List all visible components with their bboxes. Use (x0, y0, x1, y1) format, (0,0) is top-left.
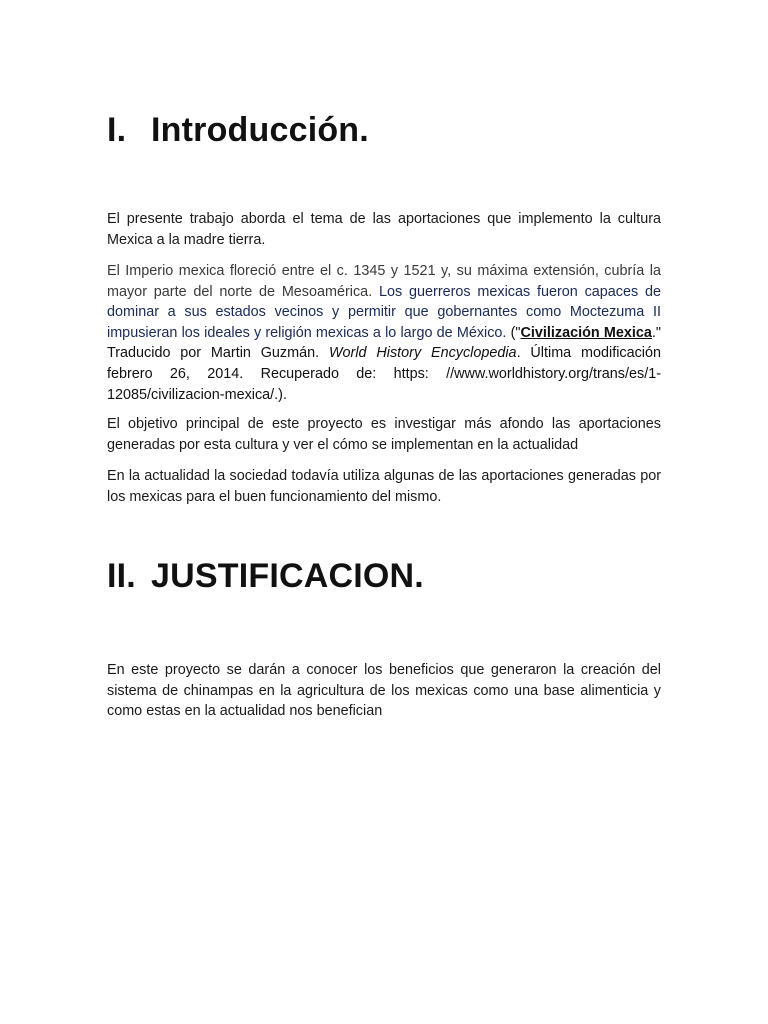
paragraph-justificacion: En este proyecto se darán a conocer los beneficios que generaron la creación del sistema de chinampas en la agricultura de los mexicas como una base alimenticia y como estas en la actualidad nos benefician (107, 662, 661, 720)
section-number: II. (107, 557, 136, 595)
citation-url: . Última modificación febrero 26, 2014. Recuperado de: https: //www.worldhistory.org/trans/es/1-12085/civilizacion-mexica/.). (107, 345, 661, 403)
citation-link[interactable]: Civilización Mexica (520, 324, 652, 341)
paragraph-objetivo: El objetivo principal de este proyecto es investigar más afondo las aportaciones generadas por esta cultura y ver el cómo se implementan en la actualidad (107, 416, 661, 453)
citation-translator: ." Traducido por Martin Guzmán. (107, 324, 661, 362)
paragraph-intro: El presente trabajo aborda el tema de las aportaciones que implemento la cultura Mexica a la madre tierra. (107, 211, 661, 248)
citation-open: (" (506, 324, 521, 341)
section-heading-justificacion (107, 556, 424, 596)
section-number: I. (107, 111, 127, 149)
paragraph-actualidad: En la actualidad la sociedad todavía utiliza algunas de las aportaciones generadas por los mexicas para el buen funcionamiento del mismo. (107, 468, 661, 505)
section-title: Introducción. (151, 111, 369, 149)
text-imperio: El Imperio mexica floreció entre el c. 1345 y 1521 y, su máxima extensión, cubría la mayor parte del norte de Mesoamérica. (107, 263, 661, 300)
paragraph-imperio (107, 261, 661, 405)
section-title: JUSTIFICACION. (151, 557, 424, 595)
citation-source: World History Encyclopedia (328, 345, 517, 362)
text-guerreros: Los guerreros mexicas fueron capaces de dominar a sus estados vecinos y permitir que gobernantes como Moctezuma II impusieran los ideales y religión mexicas a lo largo de México. (107, 283, 662, 341)
section-heading-introduccion (107, 110, 369, 150)
